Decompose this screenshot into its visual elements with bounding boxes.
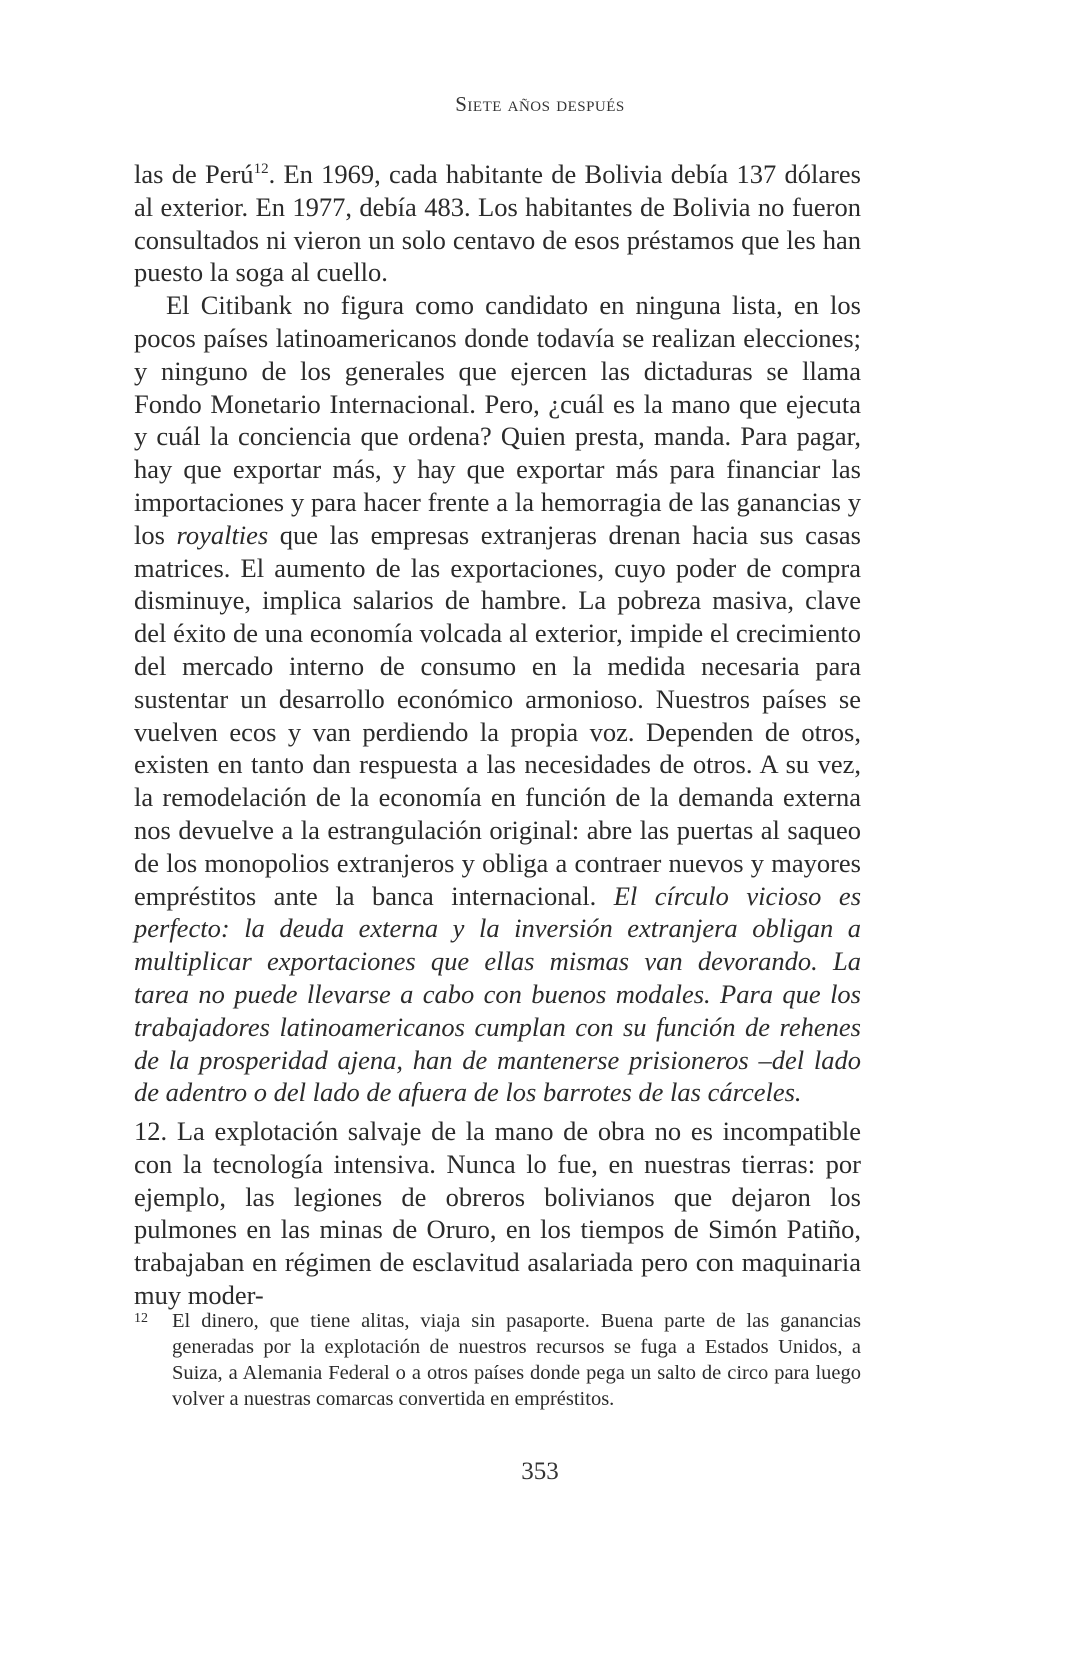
paragraph-text: . En 1969, cada habitante de Bolivia debía 137 dólares al exterior. En 1977, debía 483. Los habitantes de Bolivia no fueron consultados ni vieron un solo centavo de esos préstamos que les han puesto la soga al cuello. [134, 159, 861, 288]
running-title: Siete años después [455, 92, 625, 116]
page-number: 353 [521, 1458, 559, 1485]
footnote-reference[interactable]: 12 [253, 161, 269, 177]
footnote-text: El dinero, que tiene alitas, viaja sin pasaporte. Buena parte de las ganancias generadas por la explotación de nuestros recursos se fuga a Estados Unidos, a Suiza, a Alemania Federal o a otros países donde pega un salto de circo para luego volver a nuestras comarcas convertida en empréstitos. [172, 1310, 861, 1410]
footnote-12 [134, 1308, 861, 1412]
italic-term-royalties: royalties [176, 519, 269, 550]
paragraph-text: las de Perú [134, 159, 254, 189]
footnote-number: 12 [134, 1311, 148, 1326]
paragraph-text: que las empresas extranjeras drenan hacia sus casas matrices. El aumento de las exportaciones, cuyo poder de compra disminuye, implica salarios de hambre. La pobreza masiva, clave del éxito de una economía volcada al exterior, impide el crecimiento del mercado interno de consumo en la medida necesaria para sustentar un desarrollo económico armonioso. Nuestros países se vuelven ecos y van perdiendo la propia voz. Dependen de otros, existen en tanto dan respuesta a las necesidades de otros. A su vez, la remodelación de la economía en función de la demanda externa nos devuelve a la estrangulación original: abre las puertas al saqueo de los monopolios extranjeros y obliga a contraer nuevos y mayores empréstitos ante la banca internacional. [134, 519, 861, 911]
section-12 [134, 1115, 861, 1312]
main-text [134, 158, 861, 1109]
paragraph-debt-bolivia [134, 158, 861, 289]
paragraph-text: El Citibank no figura como candidato en ninguna lista, en los pocos países latinoamericanos donde todavía se realizan elecciones; y ninguno de los generales que ejercen las dictaduras se llama Fondo Monetario Internacional. Pero, ¿cuál es la mano que ejecuta y cuál la conciencia que ordena? Quien presta, manda. Para pagar, hay que exportar más, y hay que exportar más para financiar las importaciones y para hacer frente a la hemorragia de las ganancias y los [134, 290, 861, 550]
paragraph-citibank [134, 289, 861, 1109]
italic-conclusion: El círculo vicioso es perfecto: la deuda externa y la inversión extranjera obligan a multiplicar exportaciones que ellas mismas van devorando. La tarea no puede llevarse a cabo con buenos modales. Para que los trabajadores latinoamericanos cumplan con su función de rehenes de la prosperidad ajena, han de mantenerse prisioneros –del lado de adentro o del lado de afuera de los barrotes de las cárceles. [134, 880, 862, 1108]
section-12-text: 12. La explotación salvaje de la mano de obra no es incompatible con la tecnología intensiva. Nunca lo fue, en nuestras tierras: por ejemplo, las legiones de obreros bolivianos que dejaron los pulmones en las minas de Oruro, en los tiempos de Simón Patiño, trabajaban en régimen de esclavitud asalariada pero con maquinaria muy moder- [134, 1116, 861, 1310]
